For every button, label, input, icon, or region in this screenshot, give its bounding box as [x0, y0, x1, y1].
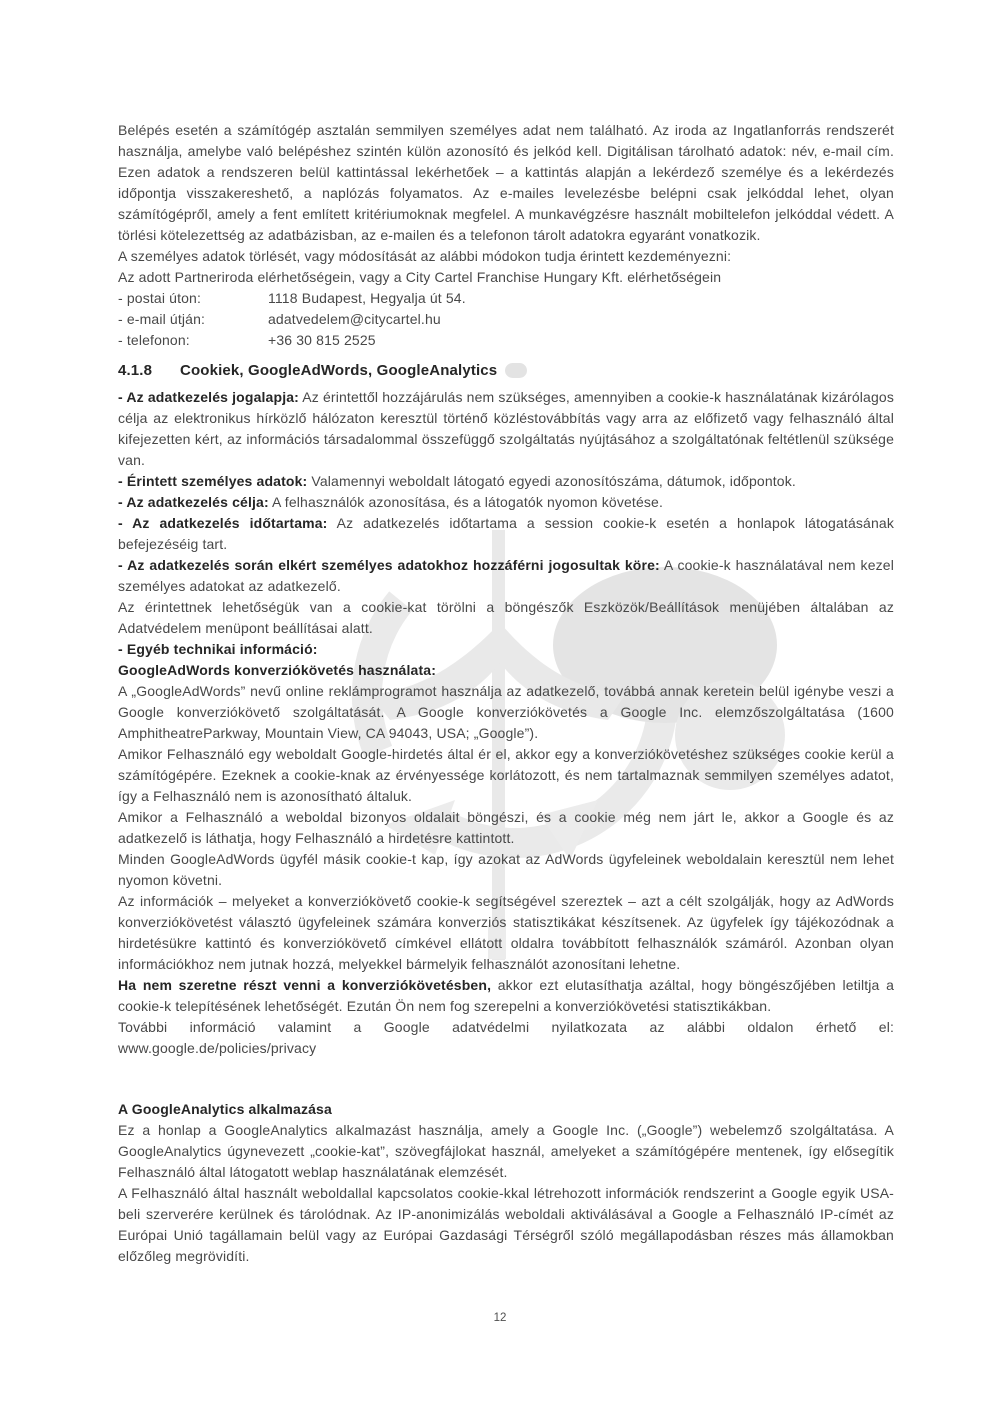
paragraph	[118, 267, 894, 288]
text-run: Az adott Partneriroda elérhetőségein, vagy a City Cartel Franchise Hungary Kft. elérhetőségein	[118, 269, 722, 285]
bold-text-run: - Az adatkezelés időtartama:	[118, 515, 328, 531]
comment-highlight-marker	[505, 363, 527, 378]
paragraph	[118, 513, 894, 555]
contact-label: - postai úton:	[118, 290, 202, 306]
text-run: akkor ezt elutasíthatja azáltal, hogy böngészőjében letiltja a cookie-k telepítésének lehetőségét. Ezután Ön nem fog szerepelni a konverziókövetési statisztikákban.	[118, 977, 894, 1014]
page-number: 12	[493, 1312, 507, 1324]
contact-value: adatvedelem@citycartel.hu	[268, 311, 441, 327]
paragraph	[118, 1017, 894, 1059]
paragraph	[118, 660, 894, 681]
section-number: 4.1.8	[118, 362, 153, 379]
bold-text-run: - Az adatkezelés célja:	[118, 494, 269, 510]
paragraph	[118, 744, 894, 807]
contact-row	[118, 330, 894, 351]
paragraph	[118, 849, 894, 891]
paragraph	[118, 975, 894, 1017]
paragraph	[118, 120, 894, 246]
blank-line	[118, 1059, 894, 1080]
section-heading	[118, 360, 894, 381]
bold-text-run: - Az adatkezelés során elkért személyes adatokhoz hozzáférni jogosultak köre:	[118, 557, 660, 573]
bold-text-run: - Egyéb technikai információ:	[118, 641, 318, 657]
text-run: Az érintettől hozzájárulás nem szükséges, amennyiben a cookie-k használatának kizárólagos célja az elektronikus hírközlő hálózaton keresztül történő közléstovábbítás vagy arra az előfizető vagy felhasználó által kifejezetten kért, az információs társadalommal összefüggő szolgáltatás nyújtásához a szolgáltatónak feltétlenül szüksége van.	[118, 389, 894, 468]
text-run: Valamennyi weboldalt látogató egyedi azonosítószáma, dátumok, időpontok.	[307, 473, 796, 489]
contact-value: +36 30 815 2525	[268, 332, 376, 348]
paragraph	[118, 246, 894, 267]
text-run: Az adatkezelés időtartama a session cookie-k esetén a honlapok látogatásának befejezéséig tart.	[118, 515, 894, 552]
paragraph	[118, 1183, 894, 1267]
text-run: A felhasználók azonosítása, és a látogatók nyomon követése.	[268, 494, 664, 510]
text-run: Az információk – melyeket a konverziókövető cookie-k segítségével szereztek – azt a célt szolgálják, hogy az AdWords konverziókövetést választó ügyfeleinek számára konverziós statisztikákat készítsenek. Az ügyfelek így tájékozódnak a hirdetésükre kattintó és konverziókövető címkével ellátott oldalra továbbított felhasználók számáról. Azonban olyan információkhoz nem jutnak hozzá, melyekkel bármelyik felhasználót azonosítani lehetne.	[118, 893, 894, 972]
paragraph	[118, 471, 894, 492]
paragraph	[118, 387, 894, 471]
text-run: Amikor Felhasználó egy weboldalt Google-hirdetés által ér el, akkor egy a konverziókövetéshez szükséges cookie kerül a számítógépére. Ezeknek a cookie-knak az érvényessége korlátozott, és nem tartalmaznak semmilyen személyes adatot, így a Felhasználó nem is azonosítható általuk.	[118, 746, 894, 804]
text-run: Minden GoogleAdWords ügyfél másik cookie-t kap, így azokat az AdWords ügyfeleinek weboldalain keresztül nem lehet nyomon követni.	[118, 851, 894, 888]
paragraph	[118, 597, 894, 639]
contact-row	[118, 309, 894, 330]
text-run: Amikor a Felhasználó a weboldal bizonyos oldalait böngészi, és a cookie még nem járt le, akkor a Google és az adatkezelő is láthatja, hogy Felhasználó a hirdetésre kattintott.	[118, 809, 894, 846]
document-content	[118, 120, 894, 1267]
bold-text-run: - Az adatkezelés jogalapja:	[118, 389, 299, 405]
text-run: További információ valamint a Google adatvédelmi nyilatkozata az alábbi oldalon érhető el: www.google.de/policies/privacy	[118, 1019, 894, 1056]
sub-section-title: A GoogleAnalytics alkalmazása	[118, 1101, 332, 1117]
text-run: A cookie-k használatával nem kezel személyes adatokat az adatkezelő.	[118, 557, 894, 594]
bold-text-run: Ha nem szeretne részt venni a konverziókövetésben,	[118, 977, 492, 993]
contact-value: 1118 Budapest, Hegyalja út 54.	[268, 290, 466, 306]
paragraph	[118, 1120, 894, 1183]
paragraph	[118, 639, 894, 660]
section-title: Cookiek, GoogleAdWords, GoogleAnalytics	[180, 362, 498, 379]
paragraph	[118, 807, 894, 849]
paragraph	[118, 891, 894, 975]
text-run: Ez a honlap a GoogleAnalytics alkalmazást használja, amely a Google Inc. („Google”) webelemző szolgáltatása. A GoogleAnalytics úgynevezett „cookie-kat”, szövegfájlokat használ, amelyeket a számítógépére mentenek, így elősegítik Felhasználó által látogatott weblap használatának elemzését.	[118, 1122, 894, 1180]
text-run: A személyes adatok törlését, vagy módosítását az alábbi módokon tudja érintett kezdeményezni:	[118, 248, 732, 264]
text-run: Az érintettnek lehetőségük van a cookie-kat törölni a böngészők Eszközök/Beállítások menüjében általában az Adatvédelem menüpont beállításai alatt.	[118, 599, 894, 636]
text-run: A Felhasználó által használt weboldallal kapcsolatos cookie-kkal létrehozott információk rendszerint a Google egyik USA-beli szerverére kerülnek és tárolódnak. Az IP-anonimizálás weboldali aktiválásával a Google a Felhasználó IP-címét az Európai Unió tagállamain belül vagy az Európai Gazdasági Térségről szóló megállapodásban részes más államokban előzőleg megrövidíti.	[118, 1185, 894, 1264]
paragraph	[118, 555, 894, 597]
text-run: A „GoogleAdWords” nevű online reklámprogramot használja az adatkezelő, továbbá annak keretein belül igénybe veszi a Google konverziókövető szolgáltatását. A Google konverziókövetés a Google Inc. elemzőszolgáltatása (1600 AmphitheatreParkway, Mountain View, CA 94043, USA; „Google”).	[118, 683, 894, 741]
bold-text-run: GoogleAdWords konverziókövetés használata:	[118, 662, 437, 678]
contact-label: - e-mail útján:	[118, 311, 206, 327]
contact-label: - telefonon:	[118, 332, 190, 348]
bold-text-run: - Érintett személyes adatok:	[118, 473, 308, 489]
paragraph	[118, 681, 894, 744]
paragraph	[118, 492, 894, 513]
contact-row	[118, 288, 894, 309]
text-run: Belépés esetén a számítógép asztalán semmilyen személyes adat nem található. Az iroda az Ingatlanforrás rendszerét használja, amelybe való belépéshez szintén külön azonosító és jelkód kell. Digitálisan tárolható adatok: név, e-mail cím. Ezen adatok a rendszeren belül kattintással lekérhetőek – a kattintás alapján a lekérdező személye és a lekérdezés időpontja visszakereshető, a naplózás folyamatos. Az e-mailes levelezésbe belépni csak jelkóddal lehet, olyan számítógépről, amely a fent említett kritériumoknak megfelel. A munkavégzésre használt mobiltelefon jelkóddal védett. A törlési kötelezettség az adatbázisban, az e-mailen és a telefonon tárolt adatokra egyaránt vonatkozik.	[118, 122, 894, 243]
